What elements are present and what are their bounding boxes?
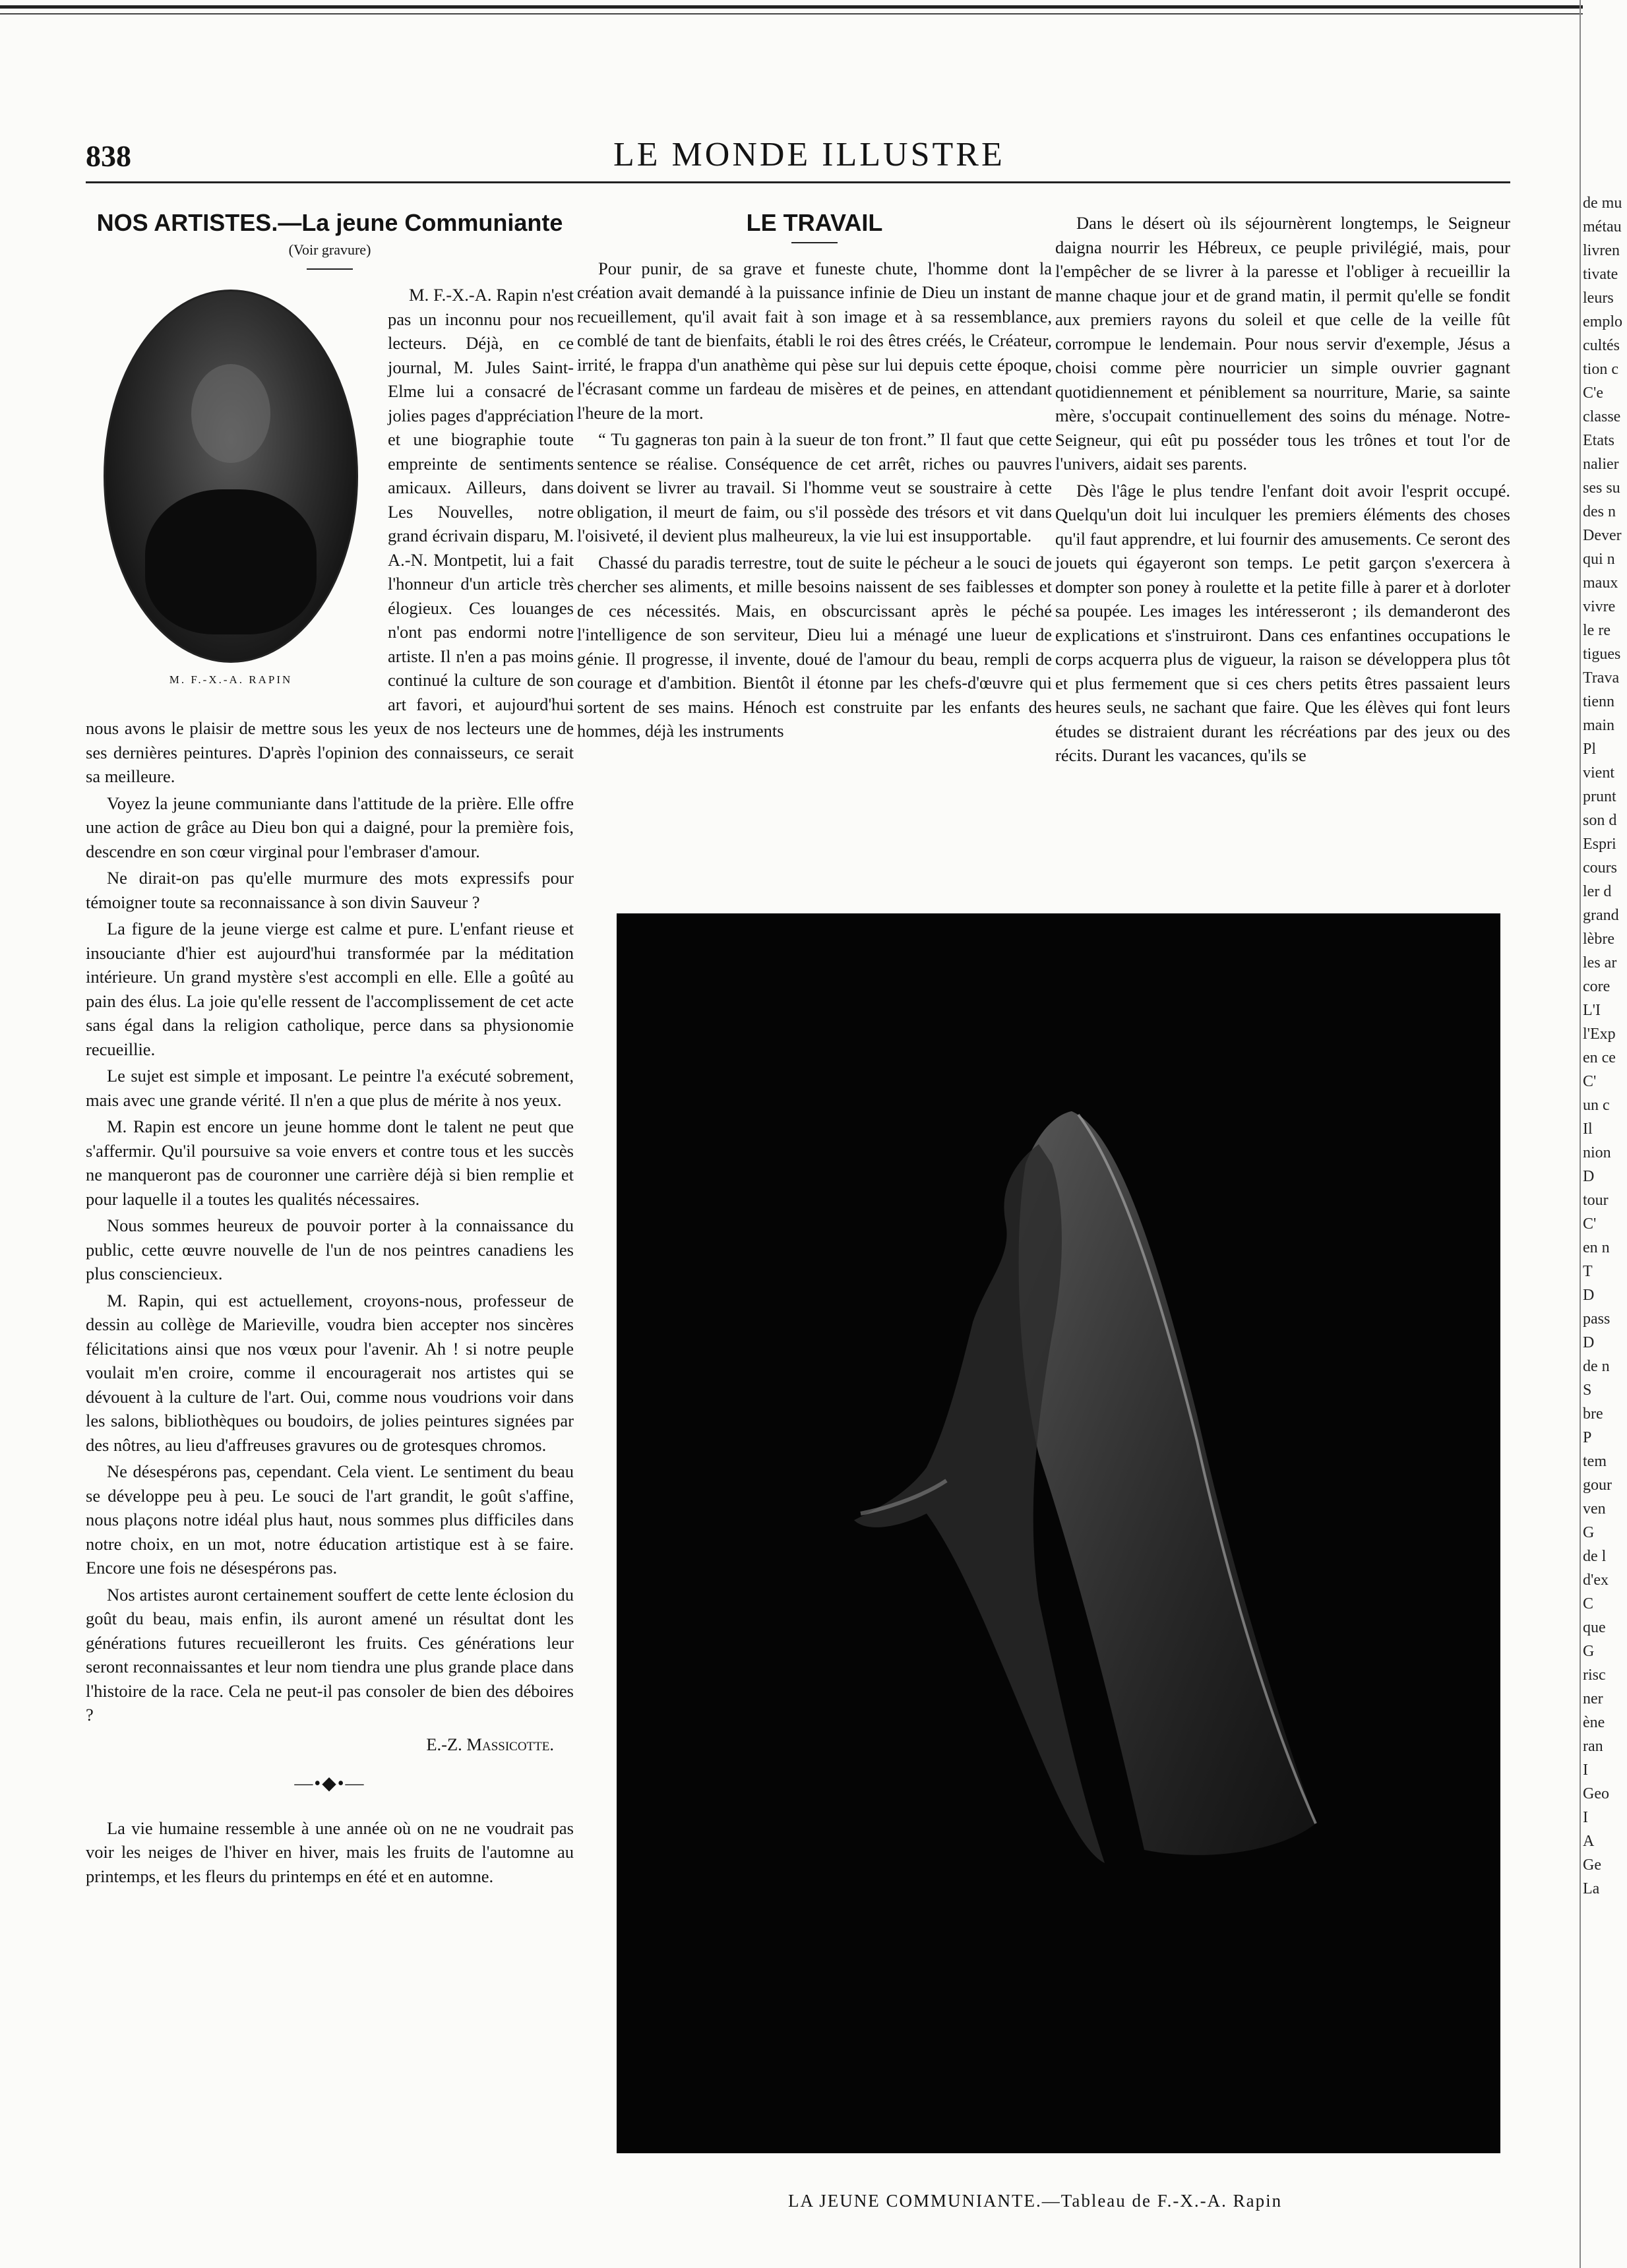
article-subtitle: (Voir gravure) [288,241,371,258]
edge-fragment: core [1583,978,1611,995]
edge-fragment: bre [1583,1405,1603,1423]
edge-fragment: L'I [1583,1002,1601,1019]
edge-fragment: nion [1583,1144,1611,1161]
edge-fragment: main [1583,717,1614,734]
edge-fragment: gour [1583,1477,1612,1494]
article-le-travail [577,211,1052,746]
edge-fragment: Pl [1583,741,1597,758]
edge-fragment: Ge [1583,1856,1601,1874]
edge-fragment: tienn [1583,693,1614,710]
edge-fragment: les ar [1583,954,1617,971]
edge-fragment: Il [1583,1120,1593,1138]
edge-fragment: I [1583,1762,1588,1779]
edge-fragment: Dever [1583,527,1622,544]
edge-fragment: en n [1583,1239,1610,1256]
paragraph: Ne dirait-on pas qu'elle murmure des mots expressifs pour témoigner toute sa reconnaissance à son divin Sauveur ? [86,868,574,912]
edge-fragment: d'ex [1583,1572,1609,1589]
edge-fragment: T [1583,1263,1593,1280]
edge-fragment: C' [1583,1215,1597,1233]
edge-fragment: ène [1583,1714,1605,1731]
masthead-title: LE MONDE ILLUSTRE [613,136,1005,173]
article-title: NOS ARTISTES.—La jeune Communiante [96,209,563,236]
author-signature: E.-Z. Massicotte. [426,1734,554,1754]
edge-fragment: I [1583,1809,1588,1826]
portrait-coat [145,489,317,634]
edge-fragment: emplo [1583,313,1622,330]
edge-fragment: C [1583,1595,1594,1612]
edge-fragment: G [1583,1643,1595,1660]
paragraph: Pour punir, de sa grave et funeste chute, l'homme dont la création avait demandé à la puissance infinie de Dieu un instant de recueillement, qu'il avait fait à son image et à sa ressemblance, comblé de tant de bienfaits, établi le roi des êtres créés, le Créateur, irrité, le frappa d'un anathème qui pèse sur lui depuis cette époque, l'écrasant comme un fardeau de misères et de peines, en attendant l'heure de la mort. [577,258,1052,423]
edge-fragment: en ce [1583,1049,1616,1066]
edge-fragment: classe [1583,408,1621,425]
edge-fragment: La [1583,1880,1600,1897]
edge-fragment: cultés [1583,337,1620,354]
paragraph: “ Tu gagneras ton pain à la sueur de ton front.” Il faut que cette sentence se réalise. Conséquence de cet arrêt, riches ou pauvres doivent se livrer au travail. Si l'homme veut se soustraire à cette obligation, il meurt de faim, ou s'il possède des trésors et vit dans l'oisiveté, il devient plus malheureux, la vie lui est insupportable. [577,429,1052,545]
top-border-rule-thin [0,13,1583,15]
edge-fragment: tour [1583,1192,1609,1209]
top-border-rule [0,5,1583,9]
portrait-caption: M. F.-X.-A. RAPIN [169,673,293,686]
edge-fragment: leurs [1583,290,1614,307]
portrait-figure [86,283,376,692]
paragraph: La figure de la jeune vierge est calme et pure. L'enfant rieuse et insouciante d'hier est aujourd'hui transformée par la méditation intérieure. Un grand mystère s'est accompli en elle. Elle a goûté au pain des élus. La joie qu'elle ressent de l'accomplissement de cet acte sans égal dans la religion catholique, perce dans sa physionomie recueillie. [86,919,574,1059]
edge-fragment: que [1583,1619,1606,1636]
edge-fragment: tion c [1583,361,1618,378]
edge-fragment: de mu [1583,195,1622,212]
edge-fragment: ler d [1583,883,1612,900]
edge-fragment: de l [1583,1548,1607,1565]
edge-fragment: de n [1583,1358,1610,1375]
page-gutter-line [1580,0,1581,2268]
edge-fragment: pass [1583,1310,1611,1328]
edge-fragment: S [1583,1382,1592,1399]
edge-fragment: son d [1583,812,1617,829]
edge-fragment: tigues [1583,646,1621,663]
page-number: 838 [86,139,131,173]
paragraph: M. Rapin est encore un jeune homme dont le talent ne peut que s'affermir. Qu'il poursuive sa voie envers et contre tous et les succès ne manqueront pas de couronner une carrière déjà si bien remplie et pour laquelle il a toutes les qualités nécessaires. [86,1117,574,1209]
edge-fragment: des n [1583,503,1616,520]
paragraph: Ne désespérons pas, cependant. Cela vient. Le sentiment du beau se développe peu à peu. Le souci de l'art grandit, le goût s'affine, nous plaçons notre idéal plus haut, nous sommes plus difficiles dans notre choix, en un mot, notre éducation artistique est à se faire. Encore une fois ne désespérons pas. [86,1461,574,1578]
masthead-rule [86,181,1510,183]
edge-fragment: maux [1583,574,1618,592]
edge-fragment: livren [1583,242,1620,259]
edge-fragment: lèbre [1583,931,1614,948]
edge-fragment: P [1583,1429,1592,1446]
paragraph: Dès l'âge le plus tendre l'enfant doit avoir l'esprit occupé. Quelqu'un doit lui inculquer les premiers éléments des choses qu'il faut apprendre, et lui fournir des amusements. Ce seront des jouets qui égayeront son temps. Le petit garçon s'exercera à dompter son poney à roulette et la petite fille à parer et à dorloter sa poupée. Les images les intéresseront ; ils demanderont des explications et s'instruiront. Dans ces enfantines occupations le corps acquerra plus de vigueur, la raison se développera plus tôt et plus fermement que si ces chers petits êtres passaient leurs heures seuls, ne sachant que faire. Que les élèves qui font leurs études se distraient durant les récréations par des jeux ou des récits. Durant les vacances, qu'ils se [1055,480,1510,765]
edge-fragment: risc [1583,1667,1606,1684]
edge-fragment: ner [1583,1690,1603,1707]
edge-fragment: nalier [1583,456,1619,473]
maxim-paragraph: La vie humaine ressemble à une année où on ne ne voudrait pas voir les neiges de l'hiver en hiver, mais les fruits de l'automne au printemps, et les fleurs du printemps en été et en automne. [86,1818,574,1886]
adjacent-page-fragments [1583,191,1627,2236]
edge-fragment: ven [1583,1500,1606,1517]
edge-fragment: l'Exp [1583,1026,1616,1043]
edge-fragment: Etats [1583,432,1614,449]
edge-fragment: grand [1583,907,1619,924]
edge-fragment: vivre [1583,598,1616,615]
portrait-face [191,364,270,463]
paragraph: Chassé du paradis terrestre, tout de suite le pécheur a le souci de chercher ses aliments, et mille besoins naissent de ses faiblesses et de ces nécessités. Mais, en obscurcissant après le péché l'intelligence de son serviteur, Dieu lui a ménagé une lueur de génie. Il progresse, il invente, doué de l'amour du beau, rempli de courage et d'ambition. Bientôt il étonne par les chefs-d'œuvre qui sortent de ses mains. Hénoch est construite par les enfants des hommes, déjà les instruments [577,552,1052,741]
edge-fragment: ran [1583,1738,1603,1755]
paragraph: Nous sommes heureux de pouvoir porter à la connaissance du public, cette œuvre nouvelle de l'un de nos peintres canadiens les plus consciencieux. [86,1215,574,1283]
paragraph: Le sujet est simple et imposant. Le peintre l'a exécuté sobrement, mais avec une grande vérité. Il n'en a que plus de mérite à nos yeux. [86,1066,574,1110]
section-ornament: —•◆•— [294,1773,365,1794]
edge-fragment: C'e [1583,384,1603,402]
edge-fragment: cours [1583,859,1617,876]
portrait-image [104,290,358,663]
article-nos-artistes [86,211,574,1891]
edge-fragment: prunt [1583,788,1616,805]
article-le-travail-continued [1055,211,1510,770]
edge-fragment: A [1583,1833,1595,1850]
paragraph: Voyez la jeune communiante dans l'attitude de la prière. Elle offre une action de grâce au Dieu bon qui a daigné, pour la première fois, descendre en son cœur virginal pour l'embraser d'amour. [86,793,574,861]
edge-fragment: Geo [1583,1785,1609,1802]
painting-caption: LA JEUNE COMMUNIANTE.—Tableau de F.-X.-A. Rapin [788,2191,1283,2211]
edge-fragment: métau [1583,218,1622,235]
edge-fragment: G [1583,1524,1595,1541]
edge-fragment: qui n [1583,551,1615,568]
edge-fragment: Trava [1583,669,1620,687]
edge-fragment: D [1583,1168,1595,1185]
edge-fragment: tem [1583,1453,1607,1470]
edge-fragment: D [1583,1334,1595,1351]
communicant-figure-drawing [617,913,1500,2153]
edge-fragment: Espri [1583,836,1616,853]
edge-fragment: C' [1583,1073,1597,1090]
edge-fragment: ses su [1583,479,1620,497]
paragraph: M. Rapin, qui est actuellement, croyons-nous, professeur de dessin au collège de Marieville, voudra bien accepter nos sincères félicitations ainsi que nos vœux pour l'avenir. Ah ! si notre peuple voulait m'en croire, comme il encouragerait nos artistes qui se dévouent à la culture de l'art. Oui, comme nous voudrions voir dans les salons, bibliothèques ou boudoirs, de jolies peintures signées par des nôtres, au lieu d'affreuses gravures ou de grotesques chromos. [86,1290,574,1455]
edge-fragment: tivate [1583,266,1618,283]
paragraph: Dans le désert où ils séjournèrent longtemps, le Seigneur daigna nourrir les Hébreux, ce peuple privilégié, mais, pour l'empêcher de se livrer à la paresse et l'obliger à recueillir la manne chaque jour et de grand matin, il permit qu'elle se fondit aux premiers rayons du soleil et que celle de la veille fût corrompue le lendemain. Pour nous servir d'exemple, Jésus a choisi comme père nourricier un simple ouvrier gagnant quotidiennement et péniblement sa nourriture, Marie, sa sainte mère, s'occupait continuellement des soins du ménage. Notre-Seigneur, qui eût pu posséder tous les trônes et tout l'or de l'univers, aidait ses parents. [1055,213,1510,474]
paragraph: Nos artistes auront certainement souffert de cette lente éclosion du goût du beau, mais enfin, ils auront amené un résultat dont les générations futures recueilleront les fruits. Ces générations leur seront reconnaissantes et leur nom tiendra une plus grande place dans l'histoire de la race. Cela ne peut-il pas consoler de bien des déboires ? [86,1584,574,1725]
edge-fragment: un c [1583,1097,1610,1114]
edge-fragment: D [1583,1287,1595,1304]
article-title: LE TRAVAIL [746,209,883,236]
edge-fragment: vient [1583,764,1614,782]
paragraph: M. F.-X.-A. Rapin n'est pas un inconnu pour nos lecteurs. Déjà, en ce journal, M. Jules Saint-Elme lui a consacré de jolies pages d'appréciation et une biographie toute empreinte de sentiments amicaux. Ailleurs, dans Les Nouvelles, notre grand écrivain disparu, M. A.-N. Montpetit, lui a fait l'honneur d'un article très élogieux. Ces louanges n'ont pas endormi notre artiste. Il n'en a pas moins continué la culture de son art favori, et aujourd'hui nous avons le plaisir de mettre sous les yeux de nos lecteurs une de ses dernières peintures. D'après l'opinion des connaisseurs, ce serait sa meilleure. [86,285,574,786]
title-divider [791,242,838,243]
edge-fragment: le re [1583,622,1611,639]
painting-illustration [617,913,1500,2153]
title-divider [307,268,353,270]
